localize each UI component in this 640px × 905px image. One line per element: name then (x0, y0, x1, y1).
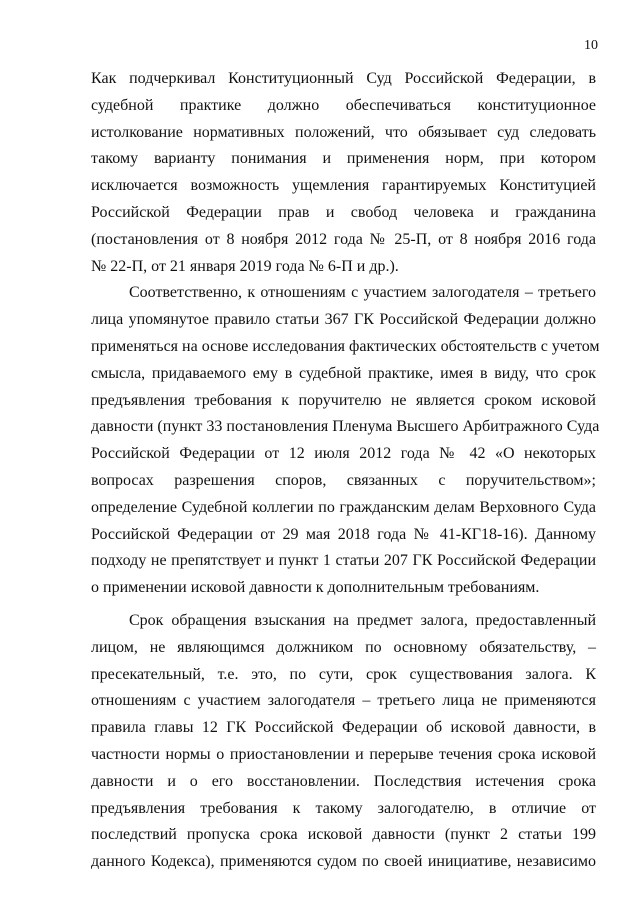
text-line: пресекательный, т.е. это, по сути, срок существования залога. К (91, 665, 596, 683)
text-line: лицом, не являющимся должником по основному обязательству, – (91, 638, 596, 656)
text-line: № 22-П, от 21 января 2019 года № 6-П и др.). (91, 257, 399, 275)
text-line: исключается возможность ущемления гарантируемых Конституцией (91, 177, 596, 195)
text-line: Российской Федерации от 29 мая 2018 года № 41-КГ18-16). Данному (91, 525, 596, 543)
text-line: Российской Федерации от 12 июля 2012 года № 42 «О некоторых (91, 445, 596, 463)
text-line: давности (пункт 33 постановления Пленума Высшего Арбитражного Суда (91, 418, 600, 436)
paragraph-pledgor-third-party (91, 280, 600, 602)
text-line: лица упомянутое правило статьи 367 ГК Российской Федерации должно (91, 311, 596, 329)
text-line: вопросах разрешения споров, связанных с поручительством»; (91, 471, 596, 489)
text-line: Соответственно, к отношениям с участием залогодателя – третьего (129, 284, 596, 302)
text-line: судебной практике должно обеспечиваться конституционное (91, 96, 596, 114)
text-line: о применении исковой давности к дополнительным требованиям. (91, 579, 540, 597)
text-line: Как подчеркивал Конституционный Суд Российской Федерации, в (91, 70, 596, 87)
text-line: смысла, придаваемого ему в судебной практике, имея в виду, что срок (91, 364, 596, 382)
text-line: давности и о его восстановлении. Последствия истечения срока (91, 772, 596, 790)
text-line: определение Судебной коллегии по гражданским делам Верховного Суда (91, 498, 596, 516)
text-line: предъявления требования к такому залогодателю, в отличие от (91, 799, 596, 817)
text-line: правила главы 12 ГК Российской Федерации об исковой давности, в (91, 719, 596, 737)
text-line: истолкование нормативных положений, что обязывает суд следовать (91, 123, 596, 141)
text-line: предъявления требования к поручителю не является сроком исковой (91, 391, 596, 409)
page-number: 10 (584, 38, 598, 53)
paragraph-foreclosure-term (91, 608, 596, 876)
text-line: (постановления от 8 ноября 2012 года № 25-П, от 8 ноября 2016 года (91, 230, 596, 248)
text-line: такому варианту понимания и применения норм, при котором (91, 150, 596, 168)
text-line: последствий пропуска срока исковой давности (пункт 2 статьи 199 (91, 826, 596, 844)
paragraph-constitutional-court (91, 66, 596, 280)
text-line: данного Кодекса), применяются судом по своей инициативе, независимо (91, 853, 596, 871)
text-line: Российской Федерации прав и свобод человека и гражданина (91, 203, 596, 221)
text-line: отношениям с участием залогодателя – третьего лица не применяются (91, 692, 596, 710)
text-line: применяться на основе исследования фактических обстоятельств с учетом (91, 337, 600, 355)
text-line: подходу не препятствует и пункт 1 статьи 207 ГК Российской Федерации (91, 552, 596, 570)
page-body (91, 66, 600, 876)
text-line: частности нормы о приостановлении и перерыве течения срока исковой (91, 745, 596, 763)
text-line: Срок обращения взыскания на предмет залога, предоставленный (129, 611, 596, 629)
